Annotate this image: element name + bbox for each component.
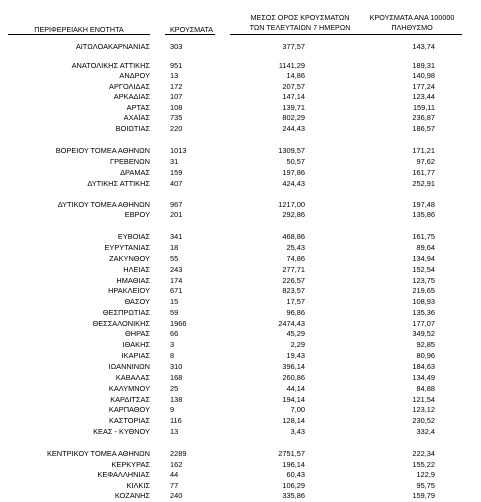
avg-cell: 19,43 — [286, 351, 305, 360]
header-avg-line2: ΤΩΝ ΤΕΛΕΥΤΑΙΩΝ 7 ΗΜΕΡΩΝ — [249, 23, 351, 32]
avg-cell: 396,14 — [282, 362, 305, 371]
region-cell: ΑΡΤΑΣ — [126, 103, 150, 112]
cases-cell: 13 — [170, 71, 179, 80]
table-row — [0, 179, 481, 188]
table-row — [0, 210, 481, 219]
region-cell: ΚΕΝΤΡΙΚΟΥ ΤΟΜΕΑ ΑΘΗΝΩΝ — [46, 449, 150, 458]
cases-cell: 243 — [170, 265, 183, 274]
region-cell: ΚΑΛΥΜΝΟΥ — [108, 384, 150, 393]
table-row — [0, 276, 481, 285]
region-cell: ΘΕΣΠΡΩΤΙΑΣ — [102, 308, 150, 317]
cases-cell: 3 — [170, 340, 175, 349]
table-row — [0, 113, 481, 122]
avg-cell: 106,29 — [282, 481, 305, 490]
avg-cell: 128,14 — [282, 416, 305, 425]
rate-cell: 159,11 — [412, 103, 435, 112]
region-cell: ΑΡΚΑΔΙΑΣ — [113, 92, 150, 101]
rate-cell: 189,31 — [412, 61, 435, 70]
cases-cell: 951 — [170, 61, 183, 70]
table-row — [0, 71, 481, 80]
avg-cell: 45,29 — [286, 329, 305, 338]
rate-cell: 184,63 — [412, 362, 435, 371]
region-cell: ΑΙΤΩΛΟΑΚΑΡΝΑΝΙΑΣ — [75, 42, 150, 51]
cases-cell: 66 — [170, 329, 179, 338]
table-row — [0, 82, 481, 91]
rate-cell: 140,98 — [412, 71, 435, 80]
header-rule-avg — [230, 34, 370, 35]
table-row — [0, 61, 481, 70]
avg-cell: 468,86 — [282, 232, 305, 241]
rate-cell: 121,54 — [412, 395, 435, 404]
region-cell: ΙΘΑΚΗΣ — [122, 340, 150, 349]
region-cell: ΘΑΣΟΥ — [124, 297, 150, 306]
table-row — [0, 265, 481, 274]
cases-cell: 303 — [170, 42, 183, 51]
table-row — [0, 157, 481, 166]
cases-cell: 168 — [170, 373, 183, 382]
rate-cell: 177,07 — [412, 319, 435, 328]
region-cell: ΔΥΤΙΚΗΣ ΑΤΤΙΚΗΣ — [87, 179, 150, 188]
rate-cell: 123,12 — [412, 405, 435, 414]
avg-cell: 2751,57 — [278, 449, 305, 458]
region-cell: ΚΕΑΣ - ΚΥΘΝΟΥ — [93, 427, 150, 436]
region-cell: ΑΝΑΤΟΛΙΚΗΣ ΑΤΤΙΚΗΣ — [71, 61, 150, 70]
region-cell: ΘΗΡΑΣ — [125, 329, 150, 338]
header-avg-line1: ΜΕΣΟΣ ΟΡΟΣ ΚΡΟΥΣΜΑΤΩΝ — [250, 13, 350, 22]
avg-cell: 2,29 — [290, 340, 305, 349]
avg-cell: 1309,57 — [278, 146, 305, 155]
region-cell: ΚΑΡΠΑΘΟΥ — [108, 405, 150, 414]
region-cell: ΘΕΣΣΑΛΟΝΙΚΗΣ — [92, 319, 150, 328]
avg-cell: 17,57 — [286, 297, 305, 306]
avg-cell: 44,14 — [286, 384, 305, 393]
rate-cell: 222,34 — [412, 449, 435, 458]
cases-cell: 25 — [170, 384, 179, 393]
table-row — [0, 373, 481, 382]
rate-cell: 349,52 — [412, 329, 435, 338]
rate-cell: 134,49 — [412, 373, 435, 382]
cases-cell: 107 — [170, 92, 183, 101]
rate-cell: 143,74 — [412, 42, 435, 51]
avg-cell: 3,43 — [290, 427, 305, 436]
table-row — [0, 297, 481, 306]
table-row — [0, 395, 481, 404]
cases-cell: 8 — [170, 351, 175, 360]
rate-cell: 80,96 — [416, 351, 435, 360]
header-rule-rate — [362, 34, 462, 35]
rate-cell: 152,54 — [412, 265, 435, 274]
table-row — [0, 416, 481, 425]
avg-cell: 96,86 — [286, 308, 305, 317]
table-row — [0, 168, 481, 177]
rate-cell: 97,62 — [416, 157, 435, 166]
table-row — [0, 449, 481, 458]
avg-cell: 50,57 — [286, 157, 305, 166]
cases-cell: 1966 — [170, 319, 187, 328]
region-cell: ΒΟΙΩΤΙΑΣ — [115, 124, 150, 133]
avg-cell: 823,57 — [282, 286, 305, 295]
region-cell: ΔΡΑΜΑΣ — [120, 168, 150, 177]
cases-cell: 2289 — [170, 449, 187, 458]
cases-cell: 138 — [170, 395, 183, 404]
rate-cell: 236,87 — [412, 113, 435, 122]
header-region: ΠΕΡΙΦΕΡΕΙΑΚΗ ΕΝΟΤΗΤΑ — [34, 25, 124, 34]
region-cell: ΕΥΡΥΤΑΝΙΑΣ — [104, 243, 150, 252]
cases-cell: 671 — [170, 286, 183, 295]
avg-cell: 74,86 — [286, 254, 305, 263]
rate-cell: 134,94 — [412, 254, 435, 263]
rate-cell: 135,86 — [412, 210, 435, 219]
rate-cell: 155,22 — [412, 460, 435, 469]
table-row — [0, 92, 481, 101]
avg-cell: 7,00 — [290, 405, 305, 414]
avg-cell: 194,14 — [282, 395, 305, 404]
table-row — [0, 146, 481, 155]
table-row — [0, 362, 481, 371]
cases-cell: 967 — [170, 200, 183, 209]
table-row — [0, 427, 481, 436]
cases-cell: 201 — [170, 210, 183, 219]
rate-cell: 252,91 — [412, 179, 435, 188]
cases-cell: 220 — [170, 124, 183, 133]
rate-cell: 230,52 — [412, 416, 435, 425]
cases-cell: 159 — [170, 168, 183, 177]
region-cell: ΙΩΑΝΝΙΝΩΝ — [108, 362, 150, 371]
cases-cell: 174 — [170, 276, 183, 285]
avg-cell: 197,86 — [282, 168, 305, 177]
table-row — [0, 243, 481, 252]
rate-cell: 122,9 — [416, 470, 435, 479]
table-row — [0, 351, 481, 360]
avg-cell: 2474,43 — [278, 319, 305, 328]
cases-cell: 310 — [170, 362, 183, 371]
rate-cell: 95,75 — [416, 481, 435, 490]
region-cell: ΑΧΑΪΑΣ — [123, 113, 150, 122]
avg-cell: 260,86 — [282, 373, 305, 382]
cases-cell: 341 — [170, 232, 183, 241]
table-row — [0, 319, 481, 328]
rate-cell: 161,75 — [412, 232, 435, 241]
avg-cell: 207,57 — [282, 82, 305, 91]
cases-cell: 108 — [170, 103, 183, 112]
header-rule-cases — [165, 34, 215, 35]
avg-cell: 196,14 — [282, 460, 305, 469]
table-row — [0, 124, 481, 133]
rate-cell: 92,85 — [416, 340, 435, 349]
table-row — [0, 200, 481, 209]
table-row — [0, 254, 481, 263]
cases-cell: 31 — [170, 157, 179, 166]
cases-cell: 162 — [170, 460, 183, 469]
header-rate-line1: ΚΡΟΥΣΜΑΤΑ ΑΝΑ 100000 — [369, 13, 455, 22]
region-cell: ΚΙΛΚΙΣ — [126, 481, 150, 490]
rate-cell: 84,88 — [416, 384, 435, 393]
avg-cell: 292,86 — [282, 210, 305, 219]
avg-cell: 147,14 — [282, 92, 305, 101]
avg-cell: 802,29 — [282, 113, 305, 122]
region-cell: ΓΡΕΒΕΝΩΝ — [110, 157, 150, 166]
rate-cell: 108,93 — [412, 297, 435, 306]
cases-cell: 15 — [170, 297, 179, 306]
table-row — [0, 470, 481, 479]
avg-cell: 424,43 — [282, 179, 305, 188]
region-cell: ΚΟΖΑΝΗΣ — [114, 491, 150, 500]
cases-cell: 44 — [170, 470, 179, 479]
region-cell: ΖΑΚΥΝΘΟΥ — [109, 254, 150, 263]
avg-cell: 226,57 — [282, 276, 305, 285]
rate-cell: 89,64 — [416, 243, 435, 252]
region-cell: ΗΡΑΚΛΕΙΟΥ — [108, 286, 150, 295]
region-cell: ΔΥΤΙΚΟΥ ΤΟΜΕΑ ΑΘΗΝΩΝ — [57, 200, 150, 209]
cases-cell: 9 — [170, 405, 175, 414]
region-cell: ΑΝΔΡΟΥ — [119, 71, 150, 80]
table-row — [0, 103, 481, 112]
cases-cell: 240 — [170, 491, 183, 500]
rate-cell: 219,65 — [412, 286, 435, 295]
rate-cell: 123,75 — [412, 276, 435, 285]
rate-cell: 177,24 — [412, 82, 435, 91]
avg-cell: 335,86 — [282, 491, 305, 500]
table-row — [0, 286, 481, 295]
avg-cell: 1217,00 — [278, 200, 305, 209]
region-cell: ΑΡΓΟΛΙΔΑΣ — [109, 82, 150, 91]
region-cell: ΚΑΡΔΙΤΣΑΣ — [110, 395, 150, 404]
rate-cell: 186,57 — [412, 124, 435, 133]
table-row — [0, 340, 481, 349]
avg-cell: 60,43 — [286, 470, 305, 479]
rate-cell: 197,48 — [412, 200, 435, 209]
header-rate-line2: ΠΛΗΘΥΣΜΟ — [391, 23, 433, 32]
cases-cell: 77 — [170, 481, 179, 490]
rate-cell: 123,44 — [412, 92, 435, 101]
avg-cell: 1141,29 — [278, 61, 305, 70]
rate-cell: 159,79 — [412, 491, 435, 500]
cases-cell: 172 — [170, 82, 183, 91]
table-row — [0, 460, 481, 469]
avg-cell: 277,71 — [282, 265, 305, 274]
cases-cell: 116 — [170, 416, 182, 425]
table-row — [0, 42, 481, 51]
table-row — [0, 405, 481, 414]
table-row — [0, 329, 481, 338]
header-rule-region — [8, 34, 150, 35]
region-cell: ΚΕΦΑΛΛΗΝΙΑΣ — [97, 470, 150, 479]
region-cell: ΕΒΡΟΥ — [124, 210, 150, 219]
table-row — [0, 308, 481, 317]
table-row — [0, 384, 481, 393]
region-cell: ΒΟΡΕΙΟΥ ΤΟΜΕΑ ΑΘΗΝΩΝ — [55, 146, 150, 155]
avg-cell: 377,57 — [282, 42, 305, 51]
cases-cell: 735 — [170, 113, 183, 122]
cases-cell: 55 — [170, 254, 179, 263]
cases-cell: 407 — [170, 179, 183, 188]
table-row — [0, 491, 481, 500]
region-cell: ΚΑΒΑΛΑΣ — [115, 373, 150, 382]
region-cell: ΚΕΡΚΥΡΑΣ — [111, 460, 150, 469]
region-cell: ΚΑΣΤΟΡΙΑΣ — [108, 416, 150, 425]
table-row — [0, 232, 481, 241]
region-cell: ΙΚΑΡΙΑΣ — [121, 351, 150, 360]
rate-cell: 171,21 — [412, 146, 435, 155]
avg-cell: 14,86 — [286, 71, 305, 80]
cases-cell: 13 — [170, 427, 179, 436]
table-row — [0, 481, 481, 490]
header-cases: ΚΡΟΥΣΜΑΤΑ — [170, 25, 214, 34]
rate-cell: 135,36 — [412, 308, 435, 317]
cases-cell: 59 — [170, 308, 179, 317]
avg-cell: 25,43 — [286, 243, 305, 252]
cases-cell: 1013 — [170, 146, 187, 155]
rate-cell: 332,4 — [416, 427, 435, 436]
cases-cell: 18 — [170, 243, 179, 252]
rate-cell: 161,77 — [412, 168, 435, 177]
region-cell: ΗΜΑΘΙΑΣ — [116, 276, 150, 285]
avg-cell: 139,71 — [282, 103, 305, 112]
region-cell: ΗΛΕΙΑΣ — [123, 265, 150, 274]
region-cell: ΕΥΒΟΙΑΣ — [117, 232, 150, 241]
avg-cell: 244,43 — [282, 124, 305, 133]
